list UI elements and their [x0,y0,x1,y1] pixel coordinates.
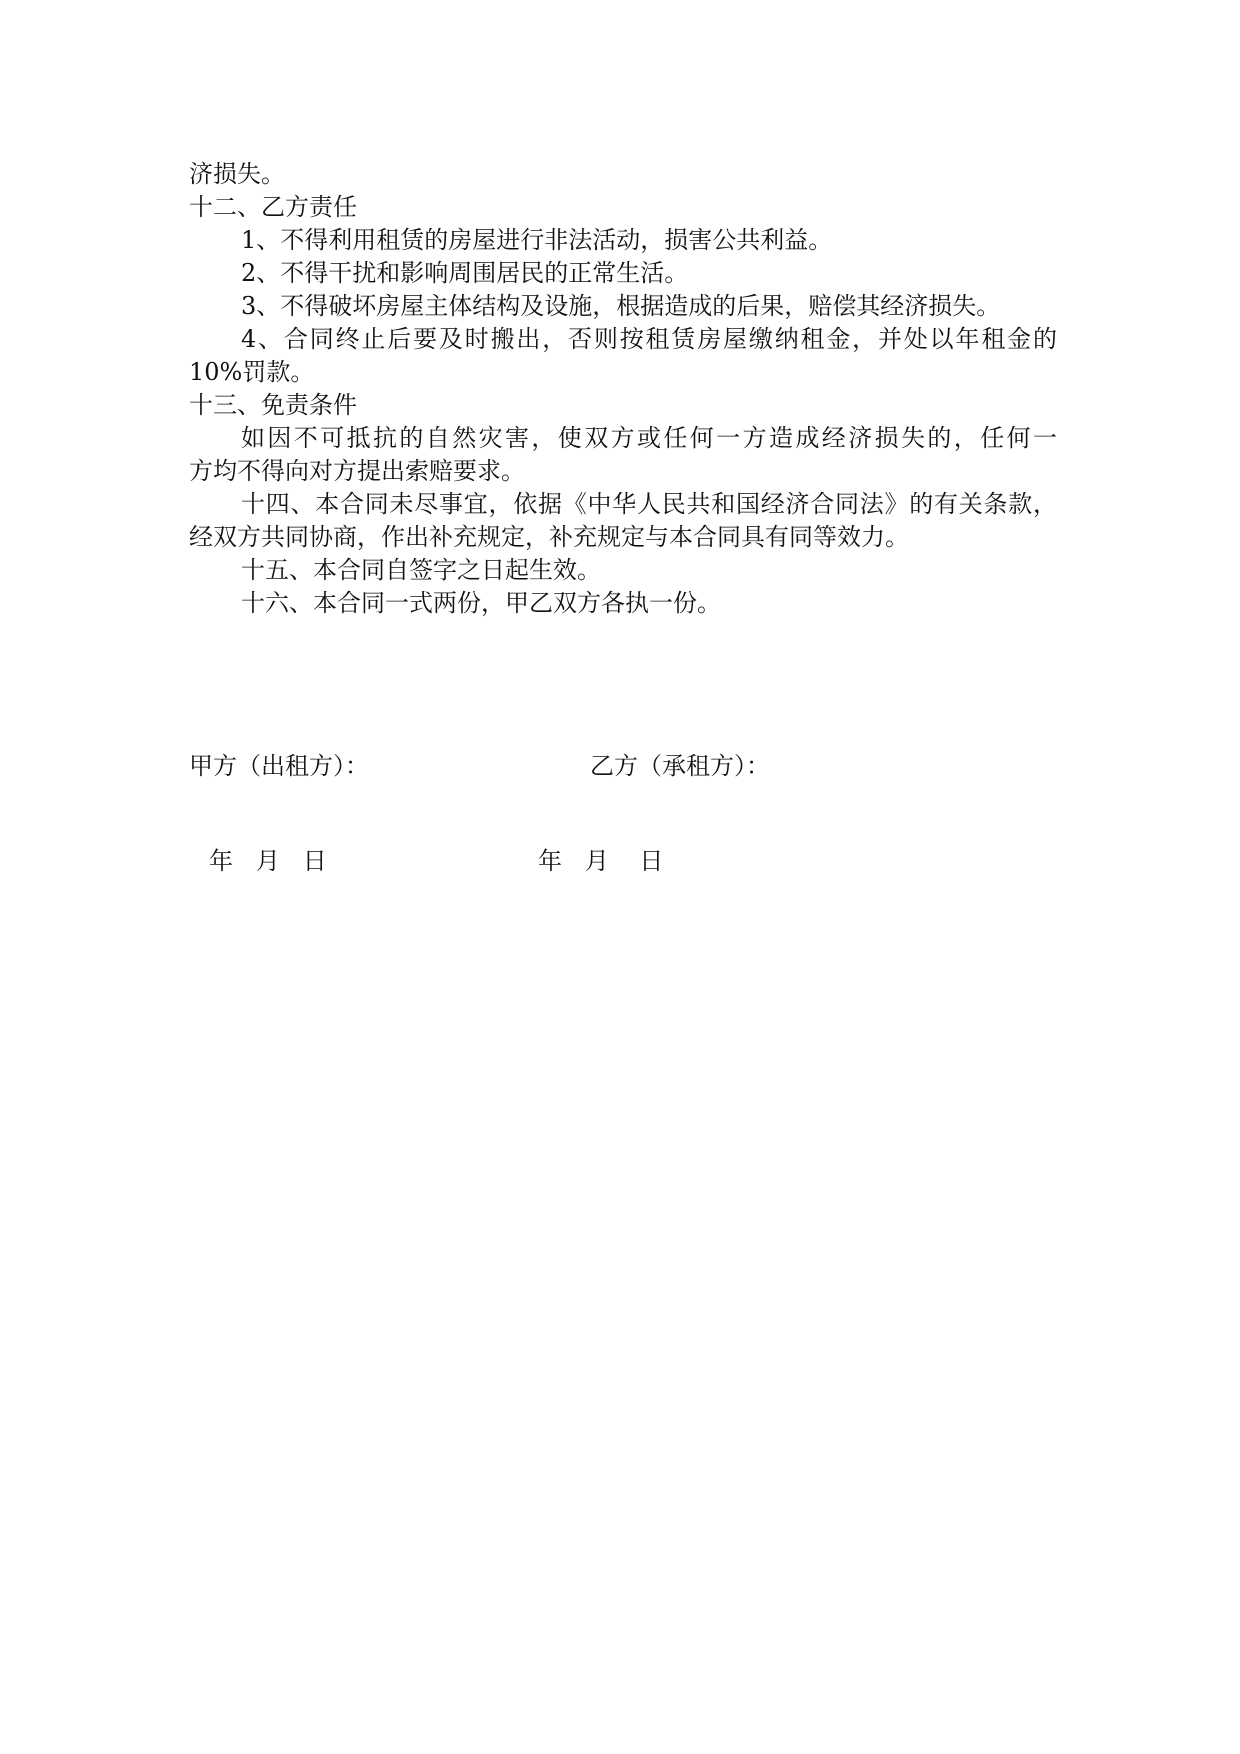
clause-12-4-line-1: 4、合同终止后要及时搬出，否则按租赁房屋缴纳租金，并处以年租金的 [241,325,1057,353]
clause-16: 十六、本合同一式两份，甲乙双方各执一份。 [241,589,721,617]
party-b-date: 年 月 日 [538,847,664,875]
clause-13-line-2: 方均不得向对方提出索赔要求。 [189,457,525,485]
party-b-signature-label: 乙方（承租方）： [590,752,770,780]
clause-15: 十五、本合同自签字之日起生效。 [241,556,601,584]
clause-12-2: 2、不得干扰和影响周围居民的正常生活。 [241,259,689,287]
section-heading-13: 十三、免责条件 [189,391,357,419]
clause-12-4-line-2: 10%罚款。 [189,358,315,386]
party-a-date: 年 月 日 [209,847,327,875]
contract-body [189,158,1057,620]
clause-13-line-1: 如因不可抵抗的自然灾害，使双方或任何一方造成经济损失的，任何一 [241,424,1057,452]
clause-12-1: 1、不得利用租赁的房屋进行非法活动，损害公共利益。 [241,226,833,254]
section-heading-12: 十二、乙方责任 [189,193,357,221]
contract-line-1: 济损失。 [189,160,285,188]
clause-14-line-1: 十四、本合同未尽事宜，依据《中华人民共和国经济合同法》的有关条款， [241,490,1057,518]
clause-12-3: 3、不得破坏房屋主体结构及设施，根据造成的后果，赔偿其经济损失。 [241,292,1001,320]
clause-14-line-2: 经双方共同协商，作出补充规定，补充规定与本合同具有同等效力。 [189,523,909,551]
party-a-signature-label: 甲方（出租方）： [189,752,369,780]
